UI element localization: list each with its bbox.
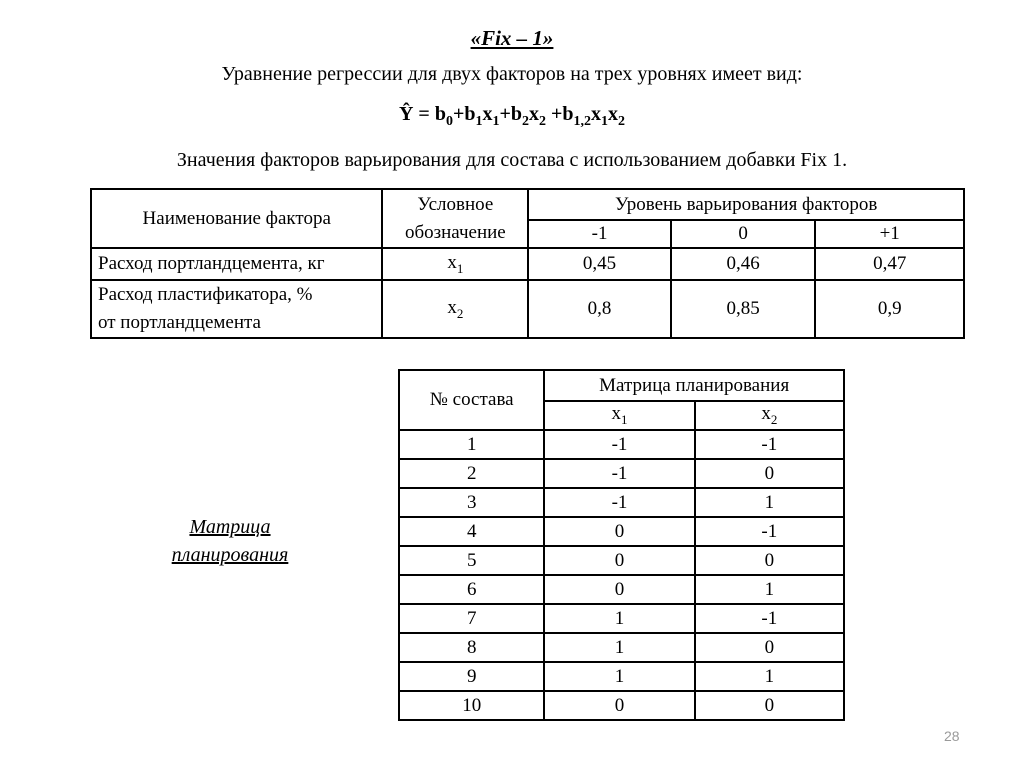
composition-number: 8 (399, 633, 544, 662)
formula-plus: + (452, 103, 465, 125)
x2-level: 0 (695, 691, 844, 720)
composition-number: 5 (399, 546, 544, 575)
factor-name: Расход пластификатора, % от портландцемента (91, 280, 382, 338)
composition-number: 3 (399, 488, 544, 517)
matrix-row (399, 691, 844, 720)
formula-y-hat: Ŷ (398, 103, 414, 125)
composition-number: 2 (399, 459, 544, 488)
formula-b0: $b_0$ (434, 103, 453, 129)
formula-plus: + (546, 103, 563, 125)
x1-level: -1 (544, 488, 694, 517)
level-label: -1 (528, 220, 671, 248)
x2-level: 0 (695, 546, 844, 575)
header-symbol-line1: Условное (417, 193, 494, 215)
x1-level: 0 (544, 691, 694, 720)
composition-number: 1 (399, 430, 544, 459)
header-symbol (382, 189, 528, 248)
x1-level: -1 (544, 459, 694, 488)
x1-level: 0 (544, 517, 694, 546)
level-label: +1 (815, 220, 964, 248)
factors-table (90, 188, 965, 339)
matrix-row (399, 488, 844, 517)
matrix-header-row (399, 370, 844, 401)
factor-symbol: $x_1$ (382, 248, 528, 280)
composition-number: 6 (399, 575, 544, 604)
level-label: 0 (671, 220, 816, 248)
table-caption: Значения факторов варьирования для состава с использованием добавки Fix 1. (176, 149, 848, 171)
matrix-row (399, 430, 844, 459)
header-factor-name: Наименование фактора (91, 189, 382, 248)
matrix-row (399, 633, 844, 662)
factor-value: 0,45 (528, 248, 671, 280)
planning-matrix-table (398, 369, 845, 721)
factor-row (91, 248, 964, 280)
x2-level: 0 (695, 633, 844, 662)
x1-level: -1 (544, 430, 694, 459)
factor-value: 0,85 (671, 280, 816, 338)
slide-title: «Fix – 1» (470, 26, 554, 50)
formula-equals: = (413, 103, 435, 125)
matrix-body (399, 430, 844, 720)
header-symbol-line2: обозначение (404, 221, 506, 243)
header-planning-matrix: Матрица планирования (544, 370, 844, 401)
header-x1: $x_1$ (544, 401, 694, 430)
matrix-row (399, 662, 844, 691)
x2-level: 1 (695, 488, 844, 517)
factor-row (91, 280, 964, 338)
x1-level: 1 (544, 633, 694, 662)
x2-level: 1 (695, 662, 844, 691)
header-composition-no: № состава (399, 370, 544, 430)
formula-b1x1: $b_1x_1$ (464, 103, 500, 129)
page-number: 28 (944, 728, 960, 744)
matrix-side-label: Матрица планирования (171, 516, 289, 566)
matrix-row (399, 517, 844, 546)
regression-formula (0, 103, 1024, 130)
factors-header-row (91, 189, 964, 220)
factor-value: 0,46 (671, 248, 816, 280)
header-x2: $x_2$ (695, 401, 844, 430)
x1-level: 0 (544, 546, 694, 575)
factor-name: Расход портландцемента, кг (91, 248, 382, 280)
x1-level: 0 (544, 575, 694, 604)
matrix-row (399, 575, 844, 604)
factor-symbol: $x_2$ (382, 280, 528, 338)
x2-level: 0 (695, 459, 844, 488)
x1-level: 1 (544, 662, 694, 691)
formula-b2x2: $b_2x_2$ (510, 103, 546, 129)
intro-text: Уравнение регрессии для двух факторов на трех уровнях имеет вид: (221, 63, 803, 85)
composition-number: 9 (399, 662, 544, 691)
matrix-row (399, 546, 844, 575)
x2-level: -1 (695, 517, 844, 546)
factor-value: 0,47 (815, 248, 964, 280)
composition-number: 4 (399, 517, 544, 546)
factor-value: 0,9 (815, 280, 964, 338)
x2-level: -1 (695, 604, 844, 633)
composition-number: 10 (399, 691, 544, 720)
x2-level: -1 (695, 430, 844, 459)
formula-plus: + (499, 103, 511, 125)
factor-value: 0,8 (528, 280, 671, 338)
matrix-row (399, 459, 844, 488)
matrix-row (399, 604, 844, 633)
x2-level: 1 (695, 575, 844, 604)
composition-number: 7 (399, 604, 544, 633)
x1-level: 1 (544, 604, 694, 633)
formula-b12x1x2: $b_{1,2}x_1x_2$ (562, 103, 626, 129)
header-levels: Уровень варьирования факторов (528, 189, 964, 220)
